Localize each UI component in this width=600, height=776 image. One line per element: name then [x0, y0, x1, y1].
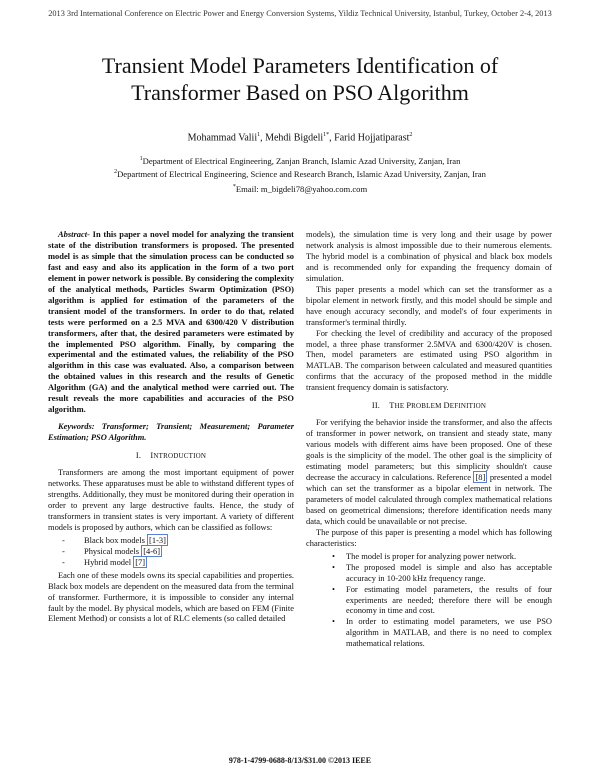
- intro-paragraph-2: Each one of these models owns its special capabilities and properties. Black box models are dependent on the measured data from the terminal of transformer. Furthermore, it is impossible to consider any internal fault by the model. By physical models, which are based on FEM (Finite Element Method) or consists a lot of RLC elements (so called detailed: [48, 569, 294, 624]
- list-item: • The proposed model is simple and also has acceptable accuracy in 10-200 kHz frequency range.: [332, 562, 552, 584]
- right-paragraph-4-tail: presented a model which can set the transformer as a bipolar element in network. The parameters of model calculated through complex mathematical relations based on geometrical dimensions; therefore identification needs many data, which could be unavailable or not precise.: [306, 472, 552, 526]
- section-2-initial-1: T: [389, 401, 395, 411]
- list-item: • The model is proper for analyzing power network.: [332, 551, 552, 562]
- section-2-initial-2: P: [406, 401, 412, 411]
- title-line-2: Transformer Based on PSO Algorithm: [131, 80, 469, 105]
- author-2-sup: 1*: [323, 132, 330, 138]
- section-1-number: I.: [135, 451, 142, 461]
- title-line-1: Transient Model Parameters Identification of: [101, 53, 499, 78]
- right-paragraph-5: The purpose of this paper is presenting a model which has following characteristics:: [306, 526, 552, 548]
- citation-link[interactable]: [4-6]: [143, 545, 161, 556]
- right-paragraph-4-text: For verifying the behavior inside the transformer, and also the affects of transformer in power network, on transient and steady state, many various models with different aims have been proposed. One of these goals is the simplicity of the model. The other goal is the simplicity of estimating model parameters; but this simplicity shouldn't cause decrease the accuracy in calculations. Reference: [306, 417, 552, 483]
- list-item-text: Physical models: [84, 545, 142, 556]
- section-2-initial-3: D: [443, 401, 450, 411]
- section-heading-introduction: [48, 451, 294, 462]
- copyright-footer: 978-1-4799-0688-8/13/$31.00 ©2013 IEEE: [228, 756, 372, 765]
- keywords: Keywords: Transformer; Transient; Measurement; Parameter Estimation; PSO Algorithm.: [48, 421, 294, 443]
- right-paragraph-3: For checking the level of credibility and accuracy of the proposed model, a three phase transformer 2.5MVA and 6300/420V is chosen. Then, model parameters are estimated using PSO algorithm in MATLAB. The comparison between calculated and measured quantities confirms that the accuracy of the proposed method in the middle transient frequency domain is satisfactory.: [306, 327, 552, 393]
- affiliation-2: [0, 167, 600, 180]
- affiliation-2-text: Department of Electrical Engineering, Science and Research Branch, Islamic Azad University, Zanjan, Iran: [117, 169, 486, 180]
- section-2-rest-2: ROBLEM: [411, 402, 444, 411]
- section-2-rest-3: EFINITION: [449, 402, 487, 411]
- intro-paragraph-1: Transformers are among the most important equipment of power networks. These apparatuses must be able to withstand different types of strengths. Additionally, they must be monitored during their operation in order to prevent any large destructive faults. Hence, the study of transformers in transient states is very important. A variety of different models is proposed by authors, which can be classified as follows:: [48, 467, 294, 532]
- affiliation-2-sup: 2: [114, 169, 118, 176]
- section-1-initial: I: [150, 451, 154, 461]
- affiliation-1-sup: 1: [139, 156, 143, 162]
- right-column: [306, 229, 552, 649]
- abstract-body: In this paper a novel model for analyzing the transient state of the distribution transformers is proposed. The presented model is as simple that the simulation process can be conducted so fast and easy and also its application in the form of a two port element in power network is possible. By considering the complexity of the analytical methods, Particles Swarm Optimization (PSO) algorithm is applied for estimation of the parameters of the transient model of the transformers. In order to do that, related tests were performed on a 2.5 MVA and 6300/420 V distribution transformers, after that, the desired parameters were estimated by the implemented PSO algorithm. Finally, by comparing the experimental and the estimated values, the reliability of the PSO algorithm in this case was evaluated. Also, a comparison between the obtained values in this research and the results of Genetic Algorithm (GA) and the analytical method were carried out. The result reveals the more capabilities and accuracies of the PSO algorithm.: [48, 229, 294, 415]
- citation-link[interactable]: [7]: [135, 556, 146, 567]
- list-item-text: Hybrid model: [84, 556, 134, 567]
- author-2: , Mehdi Bigdeli: [260, 132, 324, 144]
- author-list: [0, 132, 600, 143]
- affiliation-1-text: Department of Electrical Engineering, Zanjan Branch, Islamic Azad University, Zanjan, Iran: [142, 155, 461, 166]
- section-heading-problem-definition: [306, 401, 552, 412]
- author-3: , Farid Hojjatiparast: [329, 132, 410, 144]
- right-paragraph-4: [306, 417, 552, 527]
- affiliation-1: [0, 154, 600, 167]
- citation-link[interactable]: [1-3]: [149, 534, 166, 545]
- list-item: • In order to estimating model parameters, we use PSO algorithm in MATLAB, and there is no need to complex mathematical relations.: [332, 616, 552, 649]
- author-1-sup: 1: [257, 132, 261, 138]
- list-item-text: Black box models: [84, 534, 148, 545]
- email-text: Email: m_bigdeli78@yahoo.com.com: [235, 184, 368, 194]
- list-item: • For estimating model parameters, the results of four experiments are needed; therefore there will be enough economy in time and cost.: [332, 584, 552, 617]
- section-2-rest-1: HE: [394, 402, 407, 411]
- paper-title: [40, 52, 560, 106]
- affiliations: [0, 154, 600, 181]
- list-item: [62, 535, 294, 546]
- corresponding-email: [0, 184, 600, 194]
- conference-header: 2013 3rd International Conference on Electric Power and Energy Conversion Systems, Yildiz Technical University, Istanbul, Turkey, October 2-4, 2013: [48, 9, 552, 18]
- author-3-sup: 2: [409, 132, 413, 138]
- abstract-lead: Abstract-: [58, 229, 90, 239]
- email-sup: *: [232, 184, 236, 191]
- author-1: Mohammad Valii: [187, 132, 258, 144]
- list-item: [62, 557, 294, 568]
- right-paragraph-1: models), the simulation time is very long and their usage by power network analysis is almost impossible due to their numerous elements. The hybrid model is a combination of physical and black box models and is recommended only for expanding the frequency domain of simulation.: [306, 229, 552, 283]
- list-item: [62, 546, 294, 557]
- left-column: [48, 229, 294, 624]
- characteristics-list: [306, 551, 552, 650]
- right-paragraph-2: This paper presents a model which can set the transformer as a bipolar element in network firstly, and this model should be simple and have enough accuracy secondly, and model's of four experiments in transformer's terminal thirdly.: [306, 283, 552, 327]
- abstract: [48, 229, 294, 415]
- section-1-rest: NTRODUCTION: [153, 452, 207, 461]
- citation-link[interactable]: [8]: [475, 472, 486, 483]
- model-list: [48, 535, 294, 568]
- section-2-number: II.: [371, 401, 381, 411]
